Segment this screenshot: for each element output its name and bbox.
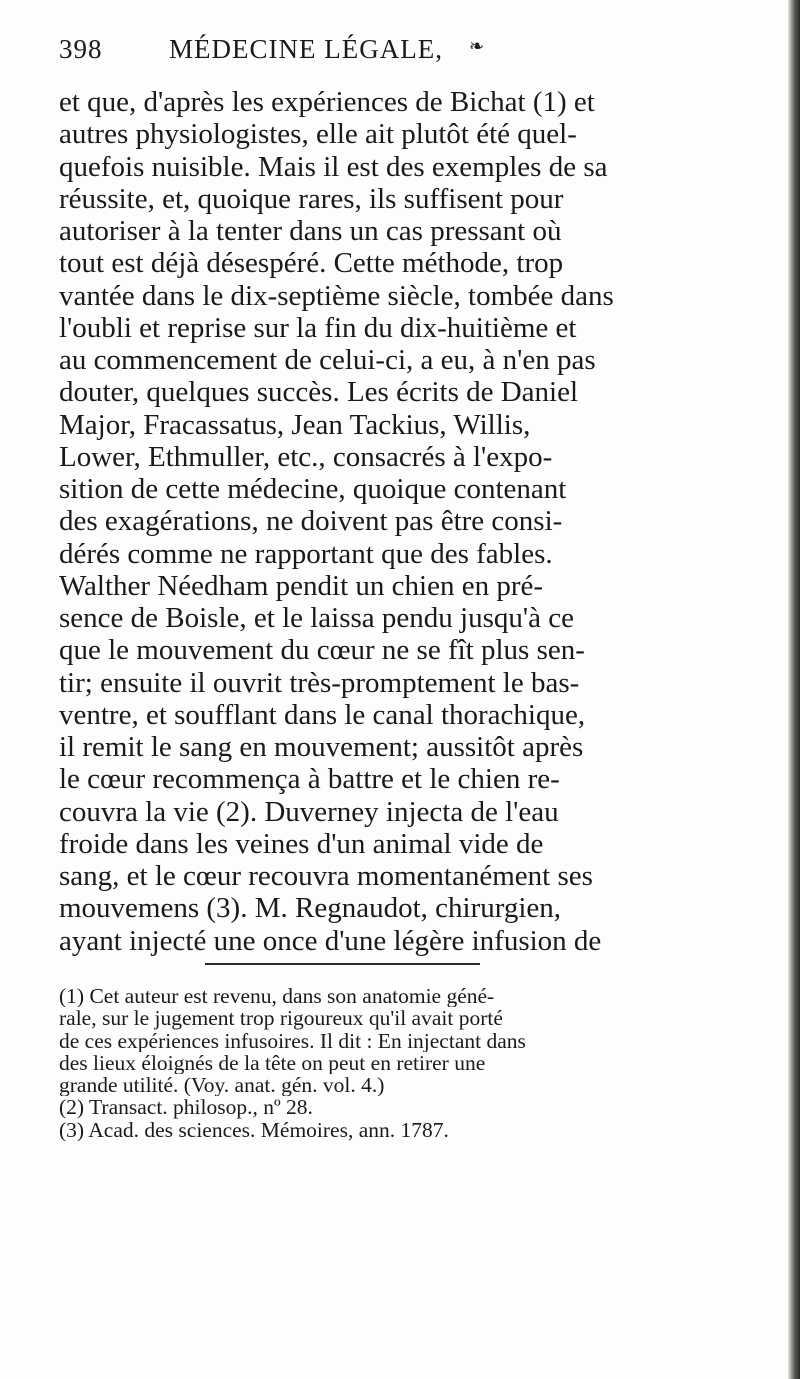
page-number: 398 (59, 34, 103, 64)
text-line: des exagérations, ne doivent pas être consi- (59, 505, 563, 538)
page-edge-shadow (788, 0, 800, 1379)
text-line: dérés comme ne rapportant que des fables. (59, 537, 553, 570)
text-line: Major, Fracassatus, Jean Tackius, Willis, (59, 408, 531, 441)
text-line: sang, et le cœur recouvra momentanément ses (59, 860, 593, 892)
text-line: douter, quelques succès. Les écrits de Daniel (59, 376, 579, 409)
text-line: autres physiologistes, elle ait plutôt été quel- (59, 118, 577, 151)
footnote-line: (3) Acad. des sciences. Mémoires, ann. 1787. (59, 1118, 449, 1142)
text-line: couvra la vie (2). Duverney injecta de l'eau (59, 795, 559, 828)
text-line: sence de Boisle, et le laissa pendu jusqu'à ce (59, 602, 574, 634)
footnotes (59, 985, 791, 1141)
text-line: froide dans les veines d'un animal vide de (59, 827, 544, 860)
fleuron-icon: ❧ (469, 36, 486, 56)
footnote-line: (2) Transact. philosop., nº 28. (59, 1096, 313, 1119)
text-line: autoriser à la tenter dans un cas pressant où (59, 215, 562, 247)
text-line: sition de cette médecine, quoique contenant (59, 473, 567, 505)
footnote-line: grande utilité. (Voy. anat. gén. vol. 4.) (59, 1074, 385, 1097)
text-line: Lower, Ethmuller, etc., consacrés à l'expo- (59, 440, 553, 473)
page-header (59, 22, 779, 62)
text-line: ayant injecté une once d'une légère infusion de (59, 924, 602, 957)
text-line: l'oubli et reprise sur la fin du dix-huitième et (59, 311, 577, 344)
text-line: tout est déjà désespéré. Cette méthode, trop (59, 247, 564, 280)
text-line: que le mouvement du cœur ne se fît plus sen- (59, 634, 585, 667)
main-text (59, 86, 791, 957)
footnote-line: des lieux éloignés de la tête on peut en retirer une (59, 1051, 486, 1075)
footnote-line: de ces expériences infusoires. Il dit : En injectant dans (59, 1029, 526, 1052)
text-line: ventre, et soufflant dans le canal thorachique, (59, 698, 586, 731)
text-line: quefois nuisible. Mais il est des exemples de sa (59, 150, 608, 183)
text-line: vantée dans le dix-septième siècle, tombée dans (59, 279, 614, 312)
running-title: MÉDECINE LÉGALE, (169, 34, 443, 64)
footnote-line: (1) Cet auteur est revenu, dans son anatomie géné- (59, 985, 495, 1008)
text-line: il remit le sang en mouvement; aussitôt après (59, 731, 584, 763)
footnote-divider (205, 963, 480, 965)
text-line: Walther Néedham pendit un chien en pré- (59, 569, 544, 602)
footnote-line: rale, sur le jugement trop rigoureux qu'il avait porté (59, 1007, 503, 1030)
text-line: tir; ensuite il ouvrit très-promptement le bas- (59, 666, 580, 699)
text-line: et que, d'après les expériences de Bichat (1) et (59, 86, 595, 118)
text-line: mouvemens (3). M. Regnaudot, chirurgien, (59, 892, 562, 925)
text-line: au commencement de celui-ci, a eu, à n'en pas (59, 344, 596, 376)
text-line: le cœur recommença à battre et le chien re- (59, 763, 560, 796)
text-line: réussite, et, quoique rares, ils suffisent pour (59, 182, 564, 215)
